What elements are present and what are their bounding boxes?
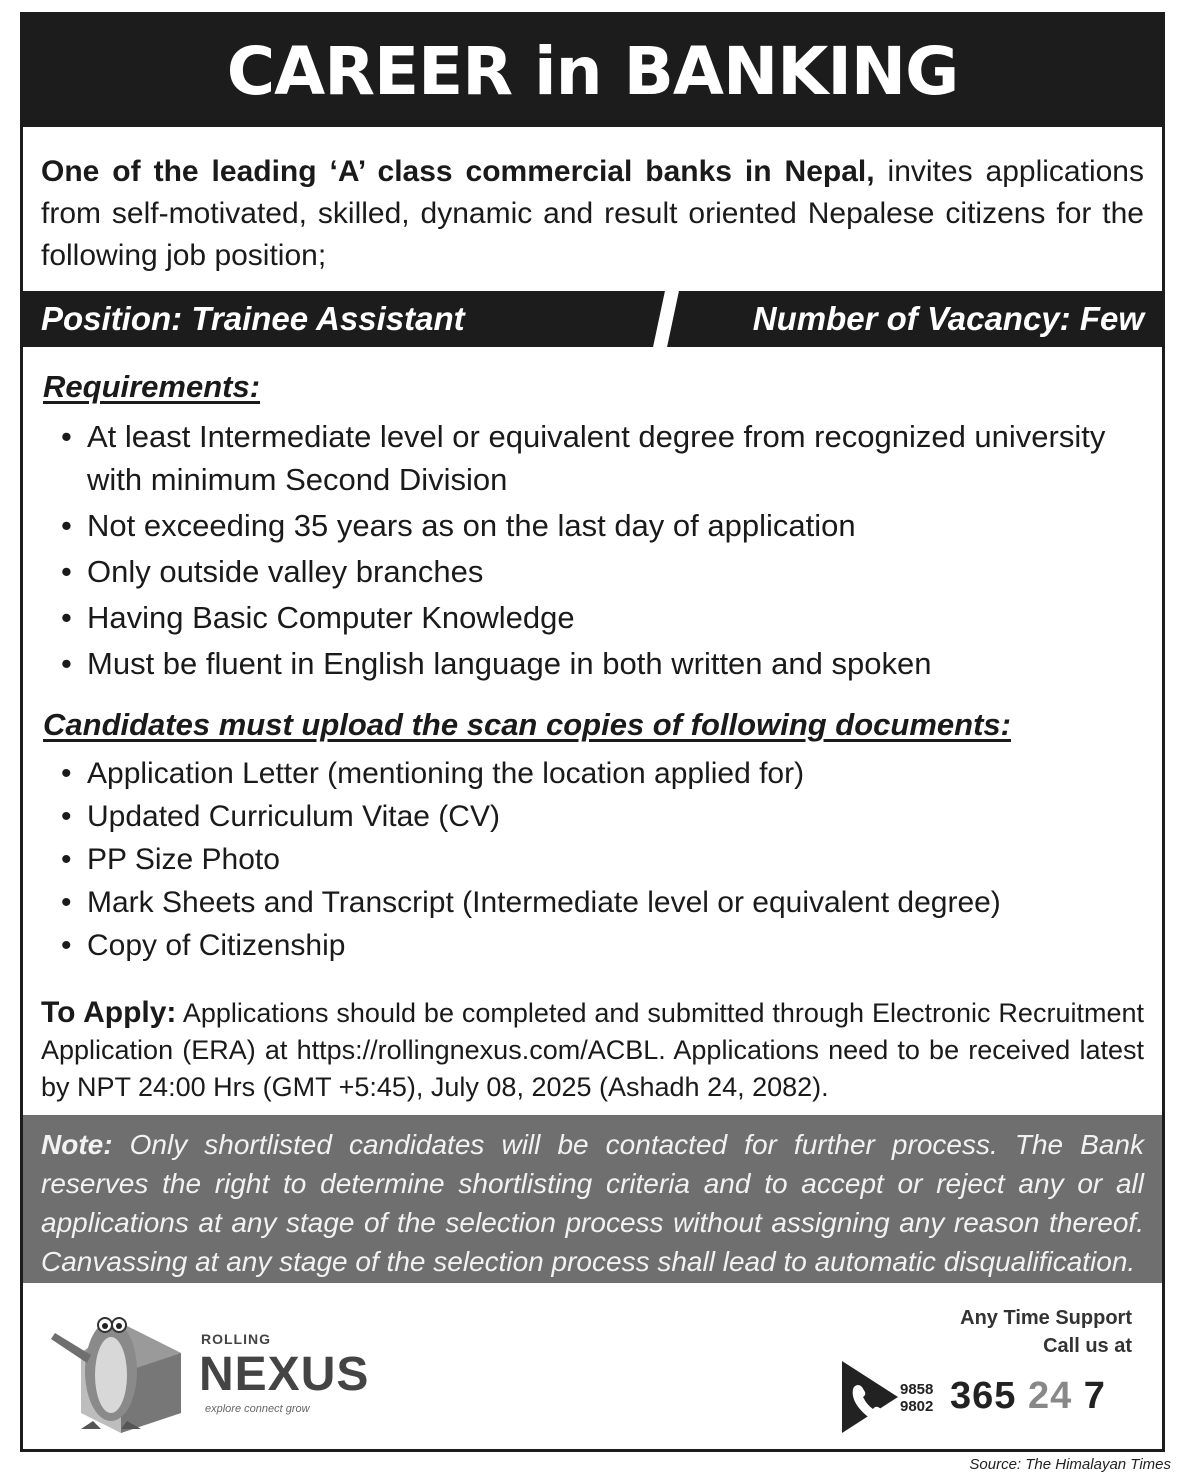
requirements-list (59, 415, 1132, 685)
intro-lead: One of the leading ‘A’ class commercial banks in Nepal, (41, 155, 875, 188)
phone-prefix-2: 9802 (900, 1398, 934, 1415)
phone-icon (842, 1361, 898, 1433)
list-item: • Updated Curriculum Vitae (CV) (59, 796, 1132, 837)
title-bar (23, 15, 1162, 127)
list-item: • At least Intermediate level or equivalent degree from recognized university with minimum Second Division (59, 415, 1132, 501)
documents-heading: Candidates must upload the scan copies of following documents: (43, 707, 1011, 742)
position-title: Position: Trainee Assistant (41, 300, 465, 337)
footer (23, 1283, 1162, 1452)
source-caption: Source: The Himalayan Times (969, 1456, 1171, 1473)
list-item: • PP Size Photo (59, 839, 1132, 880)
support-contact (842, 1293, 1132, 1443)
list-item: • Application Letter (mentioning the location applied for) (59, 753, 1132, 794)
logo-tagline: explore connect grow (205, 1403, 310, 1415)
intro-paragraph (23, 127, 1162, 277)
logo-nexus-text: NEXUS (199, 1348, 370, 1401)
requirements-heading: Requirements: (43, 369, 261, 404)
phone-number-c: 7 (1072, 1375, 1106, 1417)
logo-rolling-text: ROLLING (201, 1331, 271, 1347)
vacancy-count: Number of Vacancy: Few (752, 300, 1144, 337)
note-box (23, 1115, 1162, 1283)
list-item: • Copy of Citizenship (59, 925, 1132, 966)
note-label: Note: (41, 1129, 113, 1160)
position-bar (23, 291, 1162, 347)
divider-slash (653, 291, 679, 347)
list-item: • Having Basic Computer Knowledge (59, 596, 1132, 639)
list-item: • Must be fluent in English language in both written and spoken (59, 642, 1132, 685)
support-subheading: Call us at (1043, 1335, 1132, 1357)
phone-number (950, 1375, 1106, 1418)
job-advertisement (20, 12, 1165, 1452)
phone-prefix-1: 9858 (900, 1381, 934, 1398)
list-item: • Not exceeding 35 years as on the last day of application (59, 504, 1132, 547)
list-item: • Only outside valley branches (59, 550, 1132, 593)
support-heading: Any Time Support (960, 1307, 1132, 1329)
mascot-icon (41, 1293, 201, 1433)
list-item: • Mark Sheets and Transcript (Intermediate level or equivalent degree) (59, 882, 1132, 923)
documents-list (59, 753, 1132, 966)
ad-title: CAREER in BANKING (226, 32, 959, 110)
apply-paragraph (41, 994, 1144, 1106)
note-text: Only shortlisted candidates will be contacted for further process. The Bank reserves the right to determine shortlisting criteria and to accept or reject any or all applications at any stage of the selection process without assigning any reason thereof. Canvassing at any stage of the selection process shall lead to automatic disqualification. (41, 1129, 1144, 1277)
phone-number-b: 24 (1016, 1375, 1073, 1417)
apply-label: To Apply: (41, 996, 177, 1029)
phone-number-a: 365 (950, 1375, 1017, 1417)
rolling-nexus-logo (41, 1293, 381, 1433)
apply-text: Applications should be completed and submitted through Electronic Recruitment Application (ERA) at https://rollingnexus.com/ACBL. Applications need to be received latest by NPT 24:00 Hrs (GMT +5:45), July 08, 2025 (Ashadh 24, 2082). (41, 998, 1144, 1102)
intro-text: invites applications from self-motivated, skilled, dynamic and result oriented Nepalese citizens for the following job position; (41, 155, 1144, 272)
phone-prefixes (900, 1381, 933, 1415)
